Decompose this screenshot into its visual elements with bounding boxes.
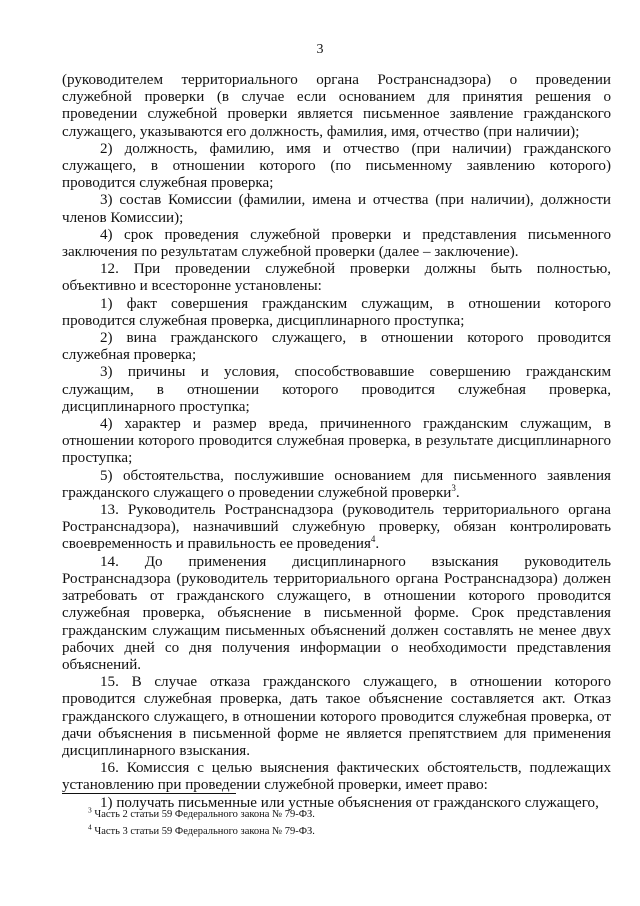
paragraph: 16. Комиссия с целью выяснения фактических обстоятельств, подлежащих установлению при проведении служебной проверки, имеет право: — [62, 760, 611, 794]
paragraph: 4) срок проведения служебной проверки и представления письменного заключения по результатам служебной проверки (далее – заключение). — [62, 226, 611, 261]
paragraph: 4) характер и размер вреда, причиненного гражданским служащим, в отношении которого проводится служебная проверка, в результате дисциплинарного проступка; — [62, 416, 611, 467]
footnote-ref[interactable]: 3 — [451, 482, 456, 493]
footnote: $^4$ Часть 3 статьи 59 Федерального закона № 79-ФЗ. — [88, 822, 315, 837]
paragraph: 3) причины и условия, способствовавшие совершению гражданским служащим, в отношении которого проводится служебная проверка, дисциплинарного проступка; — [62, 364, 611, 415]
paragraph: 15. В случае отказа гражданского служащего, в отношении которого проводится служебная проверка, дать такое объяснение составляется акт. Отказ гражданского служащего, в отношении которого проводится служебная проверка, от дачи объяснения в письменной форме не является препятствием для применения дисциплинарного взыскания. — [62, 674, 611, 759]
paragraph: 5) обстоятельства, послужившие основанием для письменного заявления гражданского служащего о проведении служебной проверки$^3$. — [62, 467, 611, 501]
footnotes — [88, 806, 608, 840]
footnote-mark: 4 — [88, 822, 92, 832]
paragraph: 1) получать письменные или устные объяснения от гражданского служащего, — [100, 794, 599, 811]
paragraph: 13. Руководитель Ространснадзора (руководитель территориального органа Ространснадзора), назначивший служебную проверку, обязан контролировать своевременность и правильность ее проведения$^4$. — [62, 502, 611, 553]
paragraph: 2) вина гражданского служащего, в отношении которого проводится служебная проверка; — [62, 330, 611, 364]
footnote-separator — [62, 793, 236, 794]
document-body — [62, 72, 611, 812]
paragraph: 1) факт совершения гражданским служащим, в отношении которого проводится служебная проверка, дисциплинарного проступка; — [62, 295, 611, 329]
paragraph: 2) должность, фамилию, имя и отчество (при наличии) гражданского служащего, в отношении которого (по письменному заявлению которого) проводится служебная проверка; — [62, 140, 611, 192]
page-number: 3 — [316, 42, 324, 57]
paragraph: (руководителем территориального органа Ространснадзора) о проведении служебной проверки (в случае если основанием для принятия решения о проведении служебной проверки является письменное заявление гражданского служащего, указываются его должность, фамилия, имя, отчество (при наличии); — [62, 72, 611, 140]
footnote: $^3$ Часть 2 статьи 59 Федерального закона № 79-ФЗ. — [88, 805, 315, 820]
paragraph: 14. До применения дисциплинарного взыскания руководитель Ространснадзора (руководитель территориального органа Ространснадзора) должен затребовать от гражданского служащего, в отношении которого проводится служебная проверка, объяснение в письменной форме. Срок представления гражданским служащим письменных объяснений должен составлять не менее двух рабочих дней со дня получения информации о необходимости представления объяснений. — [62, 553, 611, 673]
paragraph: 3) состав Комиссии (фамилии, имена и отчества (при наличии), должности членов Комиссии); — [62, 192, 611, 226]
footnote-mark: 3 — [88, 805, 92, 815]
footnote-ref[interactable]: 4 — [370, 534, 376, 545]
paragraph: 12. При проведении служебной проверки должны быть полностью, объективно и всесторонне установлены: — [62, 261, 611, 295]
